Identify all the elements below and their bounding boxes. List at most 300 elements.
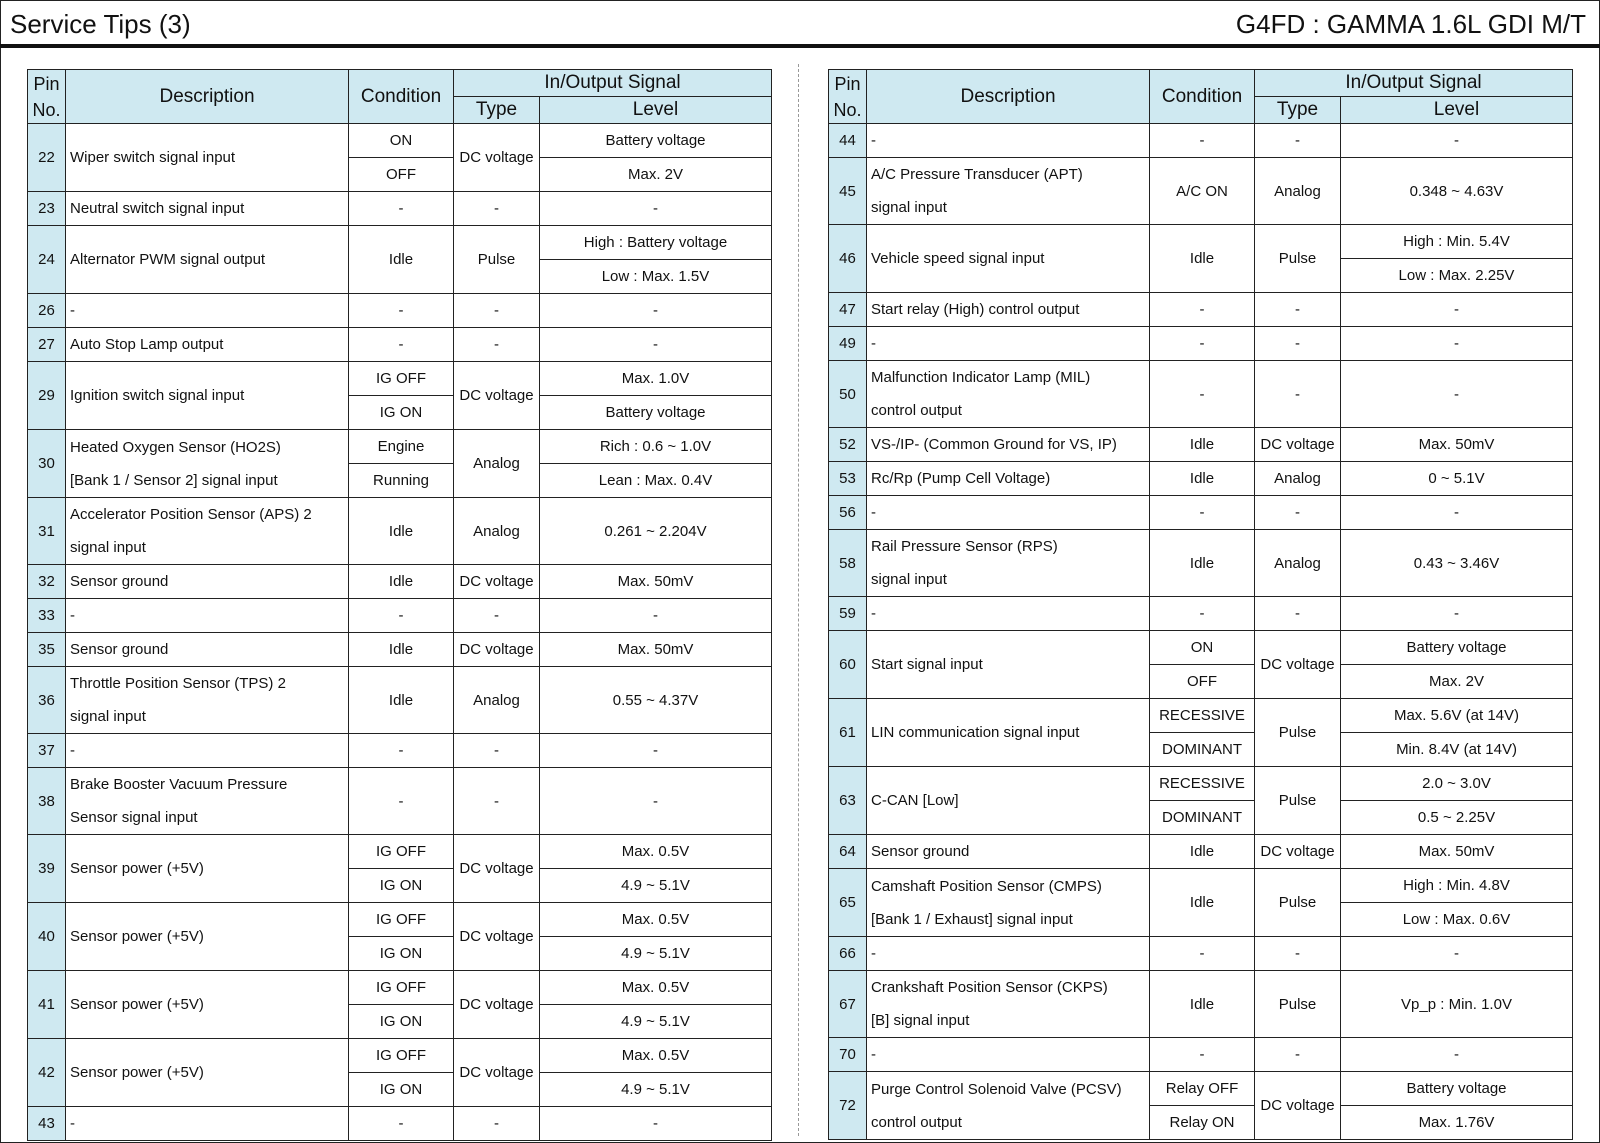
level-cell: - bbox=[540, 599, 772, 633]
condition-cell: IG OFF bbox=[349, 1039, 454, 1073]
pin-number-cell: 24 bbox=[28, 226, 66, 294]
description-line: - bbox=[871, 605, 876, 622]
type-cell: - bbox=[1255, 293, 1341, 327]
table-row bbox=[28, 226, 772, 260]
condition-cell: Relay OFF bbox=[1150, 1072, 1255, 1106]
type-cell: - bbox=[454, 734, 540, 768]
description-line: - bbox=[871, 1046, 876, 1063]
table-row bbox=[829, 158, 1573, 225]
type-cell: - bbox=[1255, 327, 1341, 361]
condition-cell: Idle bbox=[1150, 462, 1255, 496]
description-line: Sensor ground bbox=[70, 573, 169, 590]
level-cell: Max. 50mV bbox=[540, 633, 772, 667]
type-cell: DC voltage bbox=[1255, 428, 1341, 462]
description-header: Description bbox=[66, 70, 349, 124]
condition-cell: Running bbox=[349, 464, 454, 498]
description-line: A/C Pressure Transducer (APT) bbox=[871, 166, 1083, 183]
pin-number-cell: 27 bbox=[28, 328, 66, 362]
pin-number-cell: 47 bbox=[829, 293, 867, 327]
description-cell bbox=[867, 767, 1150, 835]
description-cell bbox=[867, 496, 1150, 530]
description-cell bbox=[66, 565, 349, 599]
pin-number-cell: 32 bbox=[28, 565, 66, 599]
level-cell: Min. 8.4V (at 14V) bbox=[1341, 733, 1573, 767]
pin-number-cell: 72 bbox=[829, 1072, 867, 1140]
table-row bbox=[28, 328, 772, 362]
condition-cell: IG OFF bbox=[349, 362, 454, 396]
type-cell: - bbox=[1255, 124, 1341, 158]
level-cell: High : Min. 5.4V bbox=[1341, 225, 1573, 259]
pin-number-cell: 59 bbox=[829, 597, 867, 631]
level-cell: Battery voltage bbox=[1341, 631, 1573, 665]
pin-number-cell: 22 bbox=[28, 124, 66, 192]
level-cell: Max. 50mV bbox=[1341, 428, 1573, 462]
condition-cell: Idle bbox=[349, 633, 454, 667]
level-cell: Battery voltage bbox=[540, 124, 772, 158]
type-cell: - bbox=[454, 192, 540, 226]
table-row bbox=[28, 599, 772, 633]
table-row bbox=[28, 835, 772, 869]
description-line: Sensor power (+5V) bbox=[70, 1064, 204, 1081]
level-cell: - bbox=[540, 1107, 772, 1141]
level-cell: Max. 1.0V bbox=[540, 362, 772, 396]
description-line: Purge Control Solenoid Valve (PCSV) bbox=[871, 1080, 1122, 1098]
condition-cell: - bbox=[1150, 496, 1255, 530]
table-row bbox=[28, 903, 772, 937]
condition-cell: DOMINANT bbox=[1150, 733, 1255, 767]
pin-number-cell: 50 bbox=[829, 361, 867, 428]
pin-no-header: Pin No. bbox=[28, 70, 66, 124]
level-cell: - bbox=[540, 734, 772, 768]
level-cell: - bbox=[540, 768, 772, 835]
condition-cell: IG ON bbox=[349, 396, 454, 430]
description-line: Malfunction Indicator Lamp (MIL) bbox=[871, 369, 1091, 386]
description-line: C-CAN [Low] bbox=[871, 792, 959, 809]
table-row bbox=[829, 869, 1573, 903]
description-line: Accelerator Position Sensor (APS) 2 bbox=[70, 506, 312, 523]
description-line: Start relay (High) control output bbox=[871, 301, 1080, 318]
type-cell: - bbox=[454, 328, 540, 362]
level-cell: Vp_p : Min. 1.0V bbox=[1341, 971, 1573, 1038]
table-row bbox=[829, 361, 1573, 428]
level-cell: 0.5 ~ 2.25V bbox=[1341, 801, 1573, 835]
table-row bbox=[829, 1072, 1573, 1106]
level-cell: Low : Max. 1.5V bbox=[540, 260, 772, 294]
condition-cell: IG ON bbox=[349, 869, 454, 903]
condition-cell: A/C ON bbox=[1150, 158, 1255, 225]
level-cell: - bbox=[1341, 597, 1573, 631]
condition-cell: IG OFF bbox=[349, 903, 454, 937]
level-cell: 4.9 ~ 5.1V bbox=[540, 1073, 772, 1107]
description-cell bbox=[867, 1038, 1150, 1072]
type-cell: DC voltage bbox=[454, 362, 540, 430]
pin-number-cell: 58 bbox=[829, 530, 867, 597]
table-row bbox=[829, 462, 1573, 496]
pin-number-cell: 40 bbox=[28, 903, 66, 971]
description-cell bbox=[66, 226, 349, 294]
pin-number-cell: 53 bbox=[829, 462, 867, 496]
description-line: Sensor ground bbox=[871, 843, 970, 860]
level-cell: 0 ~ 5.1V bbox=[1341, 462, 1573, 496]
table-row bbox=[829, 835, 1573, 869]
description-cell bbox=[66, 124, 349, 192]
condition-cell: Idle bbox=[349, 667, 454, 734]
type-cell: DC voltage bbox=[454, 971, 540, 1039]
level-cell: Rich : 0.6 ~ 1.0V bbox=[540, 430, 772, 464]
condition-cell: RECESSIVE bbox=[1150, 767, 1255, 801]
description-cell bbox=[867, 428, 1150, 462]
type-cell: Analog bbox=[454, 430, 540, 498]
level-cell: Battery voltage bbox=[540, 396, 772, 430]
pin-number-cell: 39 bbox=[28, 835, 66, 903]
condition-cell: - bbox=[349, 328, 454, 362]
level-cell: Max. 2V bbox=[1341, 665, 1573, 699]
pin-number-cell: 52 bbox=[829, 428, 867, 462]
table-row bbox=[28, 768, 772, 835]
condition-cell: ON bbox=[1150, 631, 1255, 665]
table-row bbox=[28, 667, 772, 734]
level-cell: - bbox=[1341, 937, 1573, 971]
condition-cell: - bbox=[349, 294, 454, 328]
level-cell: Max. 50mV bbox=[1341, 835, 1573, 869]
condition-cell: Engine bbox=[349, 430, 454, 464]
type-cell: Analog bbox=[1255, 530, 1341, 597]
level-cell: 4.9 ~ 5.1V bbox=[540, 1005, 772, 1039]
pin-number-cell: 65 bbox=[829, 869, 867, 937]
description-line: control output bbox=[871, 402, 962, 419]
table-row bbox=[28, 362, 772, 396]
description-line: Vehicle speed signal input bbox=[871, 250, 1045, 267]
type-cell: Pulse bbox=[1255, 767, 1341, 835]
description-cell bbox=[867, 835, 1150, 869]
column-divider bbox=[798, 64, 799, 1136]
condition-cell: Idle bbox=[1150, 835, 1255, 869]
description-line: LIN communication signal input bbox=[871, 724, 1080, 741]
type-cell: DC voltage bbox=[1255, 631, 1341, 699]
description-line: Camshaft Position Sensor (CMPS) bbox=[871, 877, 1102, 895]
level-cell: 0.55 ~ 4.37V bbox=[540, 667, 772, 734]
type-cell: Analog bbox=[1255, 158, 1341, 225]
level-cell: Max. 0.5V bbox=[540, 971, 772, 1005]
table-row bbox=[829, 597, 1573, 631]
level-cell: High : Min. 4.8V bbox=[1341, 869, 1573, 903]
description-line: Rc/Rp (Pump Cell Voltage) bbox=[871, 470, 1051, 487]
description-line: Sensor ground bbox=[70, 641, 169, 658]
description-cell bbox=[867, 1072, 1150, 1140]
level-cell: - bbox=[1341, 361, 1573, 428]
description-cell bbox=[867, 699, 1150, 767]
type-cell: DC voltage bbox=[454, 633, 540, 667]
table-row bbox=[829, 530, 1573, 597]
level-cell: Low : Max. 2.25V bbox=[1341, 259, 1573, 293]
description-line: [Bank 1 / Exhaust] signal input bbox=[871, 910, 1073, 928]
description-cell bbox=[867, 937, 1150, 971]
pin-number-cell: 61 bbox=[829, 699, 867, 767]
pin-number-cell: 33 bbox=[28, 599, 66, 633]
type-cell: - bbox=[1255, 496, 1341, 530]
pin-number-cell: 46 bbox=[829, 225, 867, 293]
description-line: Brake Booster Vacuum Pressure bbox=[70, 776, 288, 793]
condition-cell: - bbox=[1150, 124, 1255, 158]
pin-number-cell: 63 bbox=[829, 767, 867, 835]
description-line: signal input bbox=[70, 539, 146, 556]
description-line: - bbox=[871, 132, 876, 149]
description-cell bbox=[66, 192, 349, 226]
type-header: Type bbox=[454, 97, 540, 124]
description-cell bbox=[867, 869, 1150, 937]
description-cell bbox=[867, 631, 1150, 699]
description-cell bbox=[867, 124, 1150, 158]
description-cell bbox=[867, 293, 1150, 327]
condition-cell: Idle bbox=[1150, 971, 1255, 1038]
condition-cell: Idle bbox=[1150, 428, 1255, 462]
level-cell: - bbox=[1341, 496, 1573, 530]
level-cell: Battery voltage bbox=[1341, 1072, 1573, 1106]
condition-cell: - bbox=[349, 1107, 454, 1141]
condition-cell: - bbox=[1150, 1038, 1255, 1072]
level-cell: High : Battery voltage bbox=[540, 226, 772, 260]
level-cell: Max. 0.5V bbox=[540, 903, 772, 937]
right-pin-table bbox=[828, 69, 1573, 1140]
description-cell bbox=[66, 667, 349, 734]
pin-number-cell: 44 bbox=[829, 124, 867, 158]
type-header: Type bbox=[1255, 97, 1341, 124]
pin-number-cell: 23 bbox=[28, 192, 66, 226]
description-line: - bbox=[871, 335, 876, 352]
left-pin-table bbox=[27, 69, 772, 1141]
table-row bbox=[829, 496, 1573, 530]
description-cell bbox=[66, 1107, 349, 1141]
type-cell: Pulse bbox=[1255, 971, 1341, 1038]
level-cell: 4.9 ~ 5.1V bbox=[540, 937, 772, 971]
description-cell bbox=[66, 498, 349, 565]
pin-number-cell: 30 bbox=[28, 430, 66, 498]
level-cell: Max. 50mV bbox=[540, 565, 772, 599]
description-cell bbox=[66, 768, 349, 835]
description-line: - bbox=[871, 945, 876, 962]
condition-cell: Idle bbox=[1150, 225, 1255, 293]
pin-number-cell: 64 bbox=[829, 835, 867, 869]
level-cell: 0.261 ~ 2.204V bbox=[540, 498, 772, 565]
type-cell: DC voltage bbox=[1255, 1072, 1341, 1140]
condition-cell: - bbox=[1150, 327, 1255, 361]
level-cell: Lean : Max. 0.4V bbox=[540, 464, 772, 498]
condition-cell: RECESSIVE bbox=[1150, 699, 1255, 733]
description-cell bbox=[867, 327, 1150, 361]
type-cell: DC voltage bbox=[454, 835, 540, 903]
description-line: - bbox=[70, 1115, 75, 1132]
table-row bbox=[28, 294, 772, 328]
description-cell bbox=[66, 599, 349, 633]
type-cell: Analog bbox=[1255, 462, 1341, 496]
description-line: Neutral switch signal input bbox=[70, 200, 245, 217]
level-cell: - bbox=[1341, 327, 1573, 361]
pin-number-cell: 35 bbox=[28, 633, 66, 667]
description-line: [Bank 1 / Sensor 2] signal input bbox=[70, 471, 278, 489]
table-row bbox=[829, 1038, 1573, 1072]
engine-model-label: G4FD : GAMMA 1.6L GDI M/T bbox=[1235, 9, 1586, 39]
description-line: Crankshaft Position Sensor (CKPS) bbox=[871, 979, 1108, 996]
table-row bbox=[829, 327, 1573, 361]
description-line: signal input bbox=[70, 708, 146, 725]
description-cell bbox=[66, 903, 349, 971]
condition-cell: IG ON bbox=[349, 1073, 454, 1107]
description-header: Description bbox=[867, 70, 1150, 124]
type-cell: Pulse bbox=[454, 226, 540, 294]
description-cell bbox=[66, 835, 349, 903]
pin-number-cell: 38 bbox=[28, 768, 66, 835]
description-cell bbox=[66, 734, 349, 768]
condition-cell: Idle bbox=[1150, 869, 1255, 937]
type-cell: DC voltage bbox=[454, 1039, 540, 1107]
table-row bbox=[28, 633, 772, 667]
description-cell bbox=[66, 1039, 349, 1107]
level-cell: Max. 0.5V bbox=[540, 835, 772, 869]
type-cell: - bbox=[454, 599, 540, 633]
pin-number-cell: 42 bbox=[28, 1039, 66, 1107]
condition-cell: - bbox=[1150, 361, 1255, 428]
pin-number-cell: 41 bbox=[28, 971, 66, 1039]
type-cell: - bbox=[454, 294, 540, 328]
description-cell bbox=[867, 158, 1150, 225]
description-line: Sensor power (+5V) bbox=[70, 996, 204, 1013]
description-line: - bbox=[871, 504, 876, 521]
table-row bbox=[28, 1107, 772, 1141]
condition-cell: Idle bbox=[349, 226, 454, 294]
description-line: Sensor power (+5V) bbox=[70, 860, 204, 877]
level-header: Level bbox=[1341, 97, 1573, 124]
description-cell bbox=[66, 294, 349, 328]
condition-cell: - bbox=[1150, 597, 1255, 631]
description-cell bbox=[867, 597, 1150, 631]
level-header: Level bbox=[540, 97, 772, 124]
level-cell: - bbox=[540, 328, 772, 362]
level-cell: Max. 0.5V bbox=[540, 1039, 772, 1073]
description-cell bbox=[867, 462, 1150, 496]
condition-cell: - bbox=[349, 734, 454, 768]
description-line: Throttle Position Sensor (TPS) 2 bbox=[70, 675, 286, 692]
description-line: Start signal input bbox=[871, 656, 983, 673]
description-cell bbox=[867, 225, 1150, 293]
level-cell: 4.9 ~ 5.1V bbox=[540, 869, 772, 903]
pin-number-cell: 66 bbox=[829, 937, 867, 971]
type-cell: - bbox=[1255, 597, 1341, 631]
condition-cell: - bbox=[349, 192, 454, 226]
level-cell: 2.0 ~ 3.0V bbox=[1341, 767, 1573, 801]
pin-number-cell: 49 bbox=[829, 327, 867, 361]
table-row bbox=[28, 430, 772, 464]
type-cell: DC voltage bbox=[1255, 835, 1341, 869]
table-row bbox=[829, 971, 1573, 1038]
description-line: - bbox=[70, 607, 75, 624]
description-line: Sensor power (+5V) bbox=[70, 928, 204, 945]
table-row bbox=[28, 124, 772, 158]
description-line: Ignition switch signal input bbox=[70, 387, 245, 404]
condition-cell: - bbox=[1150, 293, 1255, 327]
description-line: Sensor signal input bbox=[70, 809, 198, 826]
table-row bbox=[829, 937, 1573, 971]
condition-header: Condition bbox=[1150, 70, 1255, 124]
condition-cell: IG ON bbox=[349, 937, 454, 971]
table-row bbox=[829, 293, 1573, 327]
page-header bbox=[0, 0, 1600, 48]
condition-cell: OFF bbox=[349, 158, 454, 192]
table-row bbox=[28, 565, 772, 599]
type-cell: - bbox=[454, 768, 540, 835]
description-line: Alternator PWM signal output bbox=[70, 251, 266, 268]
level-cell: Max. 5.6V (at 14V) bbox=[1341, 699, 1573, 733]
level-cell: - bbox=[1341, 293, 1573, 327]
condition-cell: - bbox=[349, 599, 454, 633]
table-row bbox=[829, 631, 1573, 665]
description-line: Heated Oxygen Sensor (HO2S) bbox=[70, 438, 281, 456]
type-cell: - bbox=[1255, 937, 1341, 971]
pin-number-cell: 26 bbox=[28, 294, 66, 328]
pin-number-cell: 60 bbox=[829, 631, 867, 699]
pin-number-cell: 37 bbox=[28, 734, 66, 768]
table-row bbox=[829, 428, 1573, 462]
pin-number-cell: 67 bbox=[829, 971, 867, 1038]
type-cell: Pulse bbox=[1255, 699, 1341, 767]
type-cell: Pulse bbox=[1255, 225, 1341, 293]
description-line: - bbox=[70, 742, 75, 759]
pin-number-cell: 56 bbox=[829, 496, 867, 530]
level-cell: Max. 2V bbox=[540, 158, 772, 192]
level-cell: - bbox=[1341, 124, 1573, 158]
condition-cell: Relay ON bbox=[1150, 1106, 1255, 1140]
condition-header: Condition bbox=[349, 70, 454, 124]
table-row bbox=[829, 699, 1573, 733]
level-cell: - bbox=[540, 294, 772, 328]
pin-number-cell: 70 bbox=[829, 1038, 867, 1072]
type-cell: DC voltage bbox=[454, 903, 540, 971]
description-line: signal input bbox=[871, 199, 947, 216]
description-cell bbox=[66, 328, 349, 362]
table-row bbox=[28, 498, 772, 565]
condition-cell: IG OFF bbox=[349, 835, 454, 869]
type-cell: - bbox=[1255, 1038, 1341, 1072]
condition-cell: IG ON bbox=[349, 1005, 454, 1039]
description-cell bbox=[66, 362, 349, 430]
level-cell: 0.43 ~ 3.46V bbox=[1341, 530, 1573, 597]
type-cell: DC voltage bbox=[454, 565, 540, 599]
level-cell: - bbox=[1341, 1038, 1573, 1072]
description-cell bbox=[867, 361, 1150, 428]
table-row bbox=[829, 767, 1573, 801]
pin-number-cell: 31 bbox=[28, 498, 66, 565]
table-row bbox=[28, 734, 772, 768]
type-cell: - bbox=[1255, 361, 1341, 428]
condition-cell: - bbox=[349, 768, 454, 835]
condition-cell: - bbox=[1150, 937, 1255, 971]
condition-cell: Idle bbox=[1150, 530, 1255, 597]
table-row bbox=[829, 225, 1573, 259]
type-cell: Analog bbox=[454, 498, 540, 565]
condition-cell: Idle bbox=[349, 498, 454, 565]
level-cell: Low : Max. 0.6V bbox=[1341, 903, 1573, 937]
condition-cell: IG OFF bbox=[349, 971, 454, 1005]
description-line: - bbox=[70, 302, 75, 319]
level-cell: - bbox=[540, 192, 772, 226]
condition-cell: ON bbox=[349, 124, 454, 158]
description-cell bbox=[66, 971, 349, 1039]
pin-no-header: Pin No. bbox=[829, 70, 867, 124]
pin-number-cell: 29 bbox=[28, 362, 66, 430]
level-cell: 0.348 ~ 4.63V bbox=[1341, 158, 1573, 225]
table-row bbox=[829, 124, 1573, 158]
description-cell bbox=[867, 530, 1150, 597]
description-line: [B] signal input bbox=[871, 1012, 970, 1029]
